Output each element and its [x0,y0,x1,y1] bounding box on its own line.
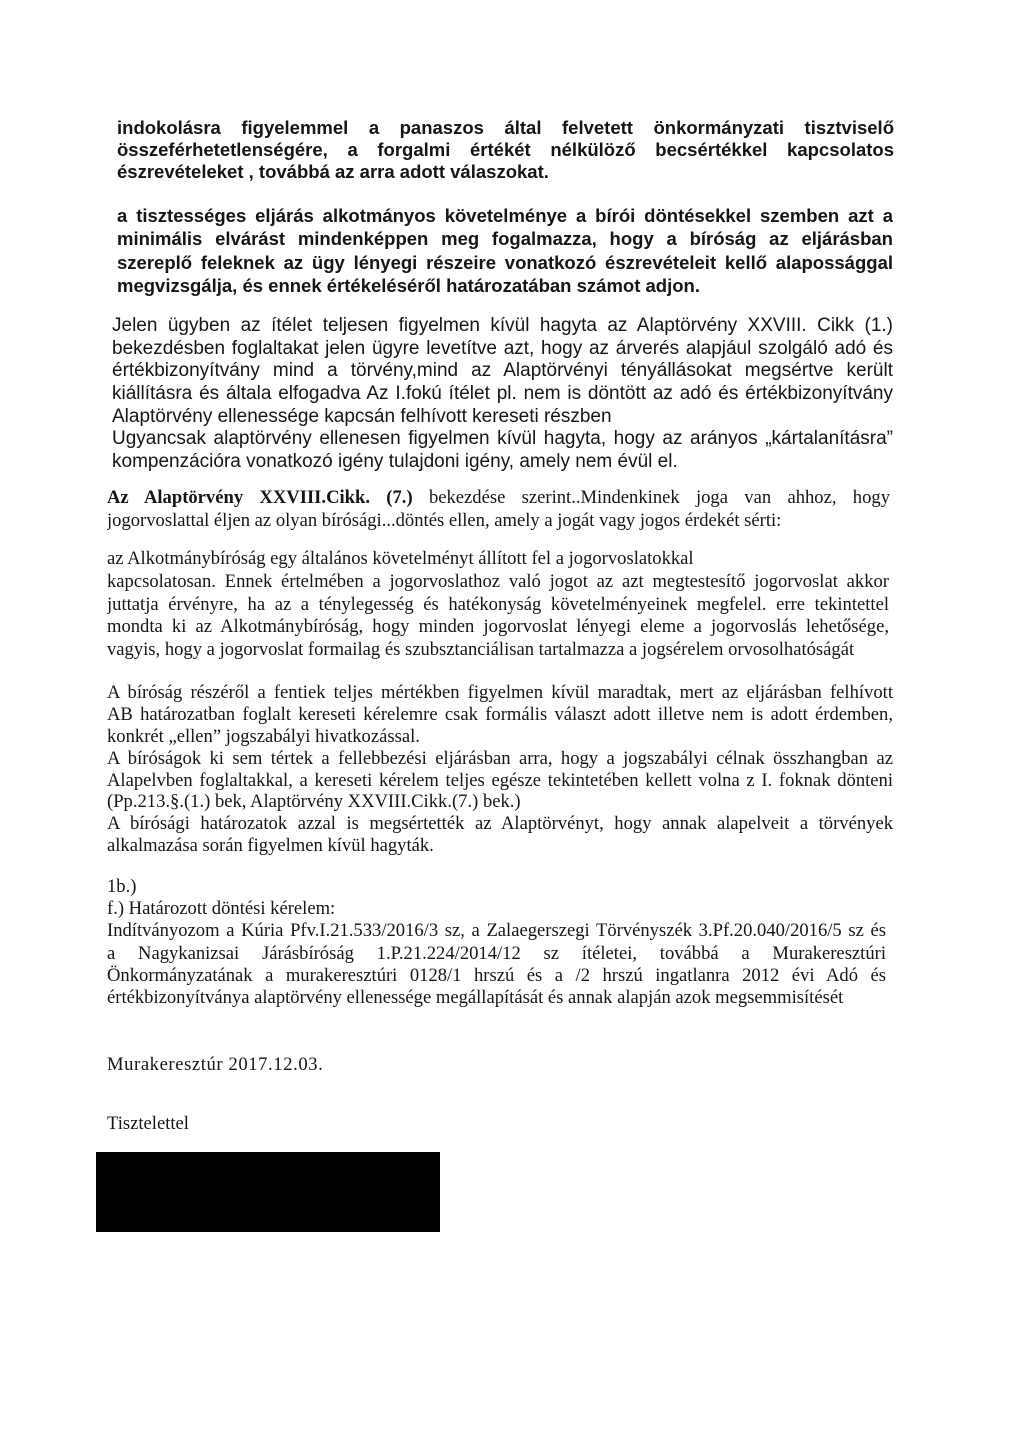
paragraph-line: Alaptörvény ellenessége kapcsán felhívott kereseti részben [112,405,612,427]
signature-redaction-box [96,1152,440,1232]
paragraph-line: értékbizonyítvány mind a törvény,mind az Alaptörvényi tényállásokat megsértve került [112,360,893,382]
paragraph-line: vagyis, hogy a jogorvoslat formailag és szubsztanciálisan tartalmazza a jogsérelem orvosolhatóságát [107,639,855,661]
place-and-date: Murakeresztúr 2017.12.03. [107,1054,324,1075]
paragraph-line: összeférhetetlenségére, a forgalmi értékét nélkülöző becsértékkel kapcsolatos [117,139,894,160]
paragraph-line: (Pp.213.§.(1.) bek, Alaptörvény XXVIII.Cikk.(7.) bek.) [107,791,521,813]
paragraph-line: megvizsgálja, és ennek értékeléséről határozatában számot adjon. [117,274,700,296]
paragraph-line: Ugyancsak alaptörvény ellenesen figyelmen kívül hagyta, hogy az arányos „kártalanításra” [112,428,893,450]
section-heading: f.) Határozott döntési kérelem: [107,898,336,920]
paragraph-line: Indítványozom a Kúria Pfv.I.21.533/2016/3 sz, a Zalaegerszegi Törvényszék 3.Pf.20.040/2016/5 sz és [107,920,886,942]
section-label: 1b.) [107,876,137,897]
paragraph-line: A bíróság részéről a fentiek teljes mértékben figyelmen kívül maradtak, mert az eljárásban felhívott [107,682,893,703]
paragraph-line: értékbizonyítványa alaptörvény ellenessége megállapítását és annak alapján azok megsemmisítését [107,986,844,1008]
paragraph-line: észrevételeket , továbbá az arra adott válaszokat. [117,161,549,182]
paragraph-line: az Alkotmánybíróság egy általános követelményt állított fel a jogorvoslatokkal [107,548,694,569]
paragraph-line: alkalmazása során figyelmen kívül hagyták. [107,835,434,857]
paragraph-line: indokolásra figyelemmel a panaszos által felvetett önkormányzati tisztviselő [117,117,894,138]
paragraph-legal-remedy-right [107,486,890,532]
paragraph-petition-request [107,876,886,1009]
paragraph-fair-trial [117,204,893,297]
paragraph-complaint-reasoning [117,117,894,183]
paragraph-line: a tisztességes eljárás alkotmányos követelménye a bírói döntésekkel szemben azt a [117,205,893,226]
paragraph-line: konkrét „ellen” jogszabályi hivatkozással. [107,725,420,747]
paragraph-line: minimális elvárást mindenképpen meg fogalmazza, hogy a bíróság az eljárásban [117,228,893,250]
closing-salutation: Tisztelettel [107,1113,189,1134]
paragraph-judgment-critique [112,315,893,474]
paragraph-line: mondta ki az Alkotmánybíróság, hogy minden jogorvoslat lényegi eleme a jogorvoslás lehetősége, [107,616,889,638]
paragraph-line: jogorvoslattal éljen az olyan bírósági...döntés ellen, amely a jogát vagy jogos érdekét sérti: [107,510,782,531]
paragraph-court-omissions [107,682,893,857]
paragraph-line [107,486,890,509]
paragraph-text: bekezdése szerint..Mindenkinek joga van ahhoz, hogy [428,487,890,508]
legal-citation: Az Alaptörvény XXVIII.Cikk. (7.) [107,487,413,508]
paragraph-line: Önkormányzatának a murakeresztúri 0128/1 hrszú és a /2 hrszú ingatlanra 2012 évi Adó és [107,964,886,986]
paragraph-constitutional-court-requirement [107,548,889,662]
paragraph-line: bekezdésben foglaltakat jelen ügyre levetítve azt, hogy az árverés alapjául szolgáló adó és [112,337,893,359]
paragraph-line: A bíróságok ki sem tértek a fellebbezési eljárásban arra, hogy a jogszabályi célnak összhangban az [107,747,893,769]
paragraph-line: AB határozatban foglalt kereseti kérelemre csak formális választ adott illetve nem is adott érdemben, [107,703,893,725]
paragraph-line: Jelen ügyben az ítélet teljesen figyelmen kívül hagyta az Alaptörvény XXVIII. Cikk (1.) [112,315,893,336]
paragraph-line: a Nagykanizsai Járásbíróság 1.P.21.224/2014/12 sz ítéletei, továbbá a Murakeresztúri [107,942,886,964]
paragraph-line: Alapelvben foglaltakkal, a kereseti kérelem teljes egésze tekintetében kellett volna z I. foknak dönteni [107,769,893,791]
paragraph-line: juttatja érvényre, ha az a ténylegesség és hatékonyság követelményeinek megfelel. erre tekintettel [107,593,889,615]
paragraph-line: A bírósági határozatok azzal is megsértették az Alaptörvényt, hogy annak alapelveit a törvények [107,813,893,835]
paragraph-line: kiállításra és általa elfogadva Az I.fokú ítélet pl. nem is döntött az adó és értékbizonyítvány [112,383,893,405]
paragraph-line: kompenzációra vonatkozó igény tulajdoni igény, amely nem évül el. [112,451,678,473]
paragraph-line: szereplő feleknek az ügy lényegi részeire vonatkozó észrevételeit kellő alapossággal [117,251,893,273]
paragraph-line: kapcsolatosan. Ennek értelmében a jogorvoslathoz való jogot az azt megtestesítő jogorvoslat akkor [107,570,889,592]
